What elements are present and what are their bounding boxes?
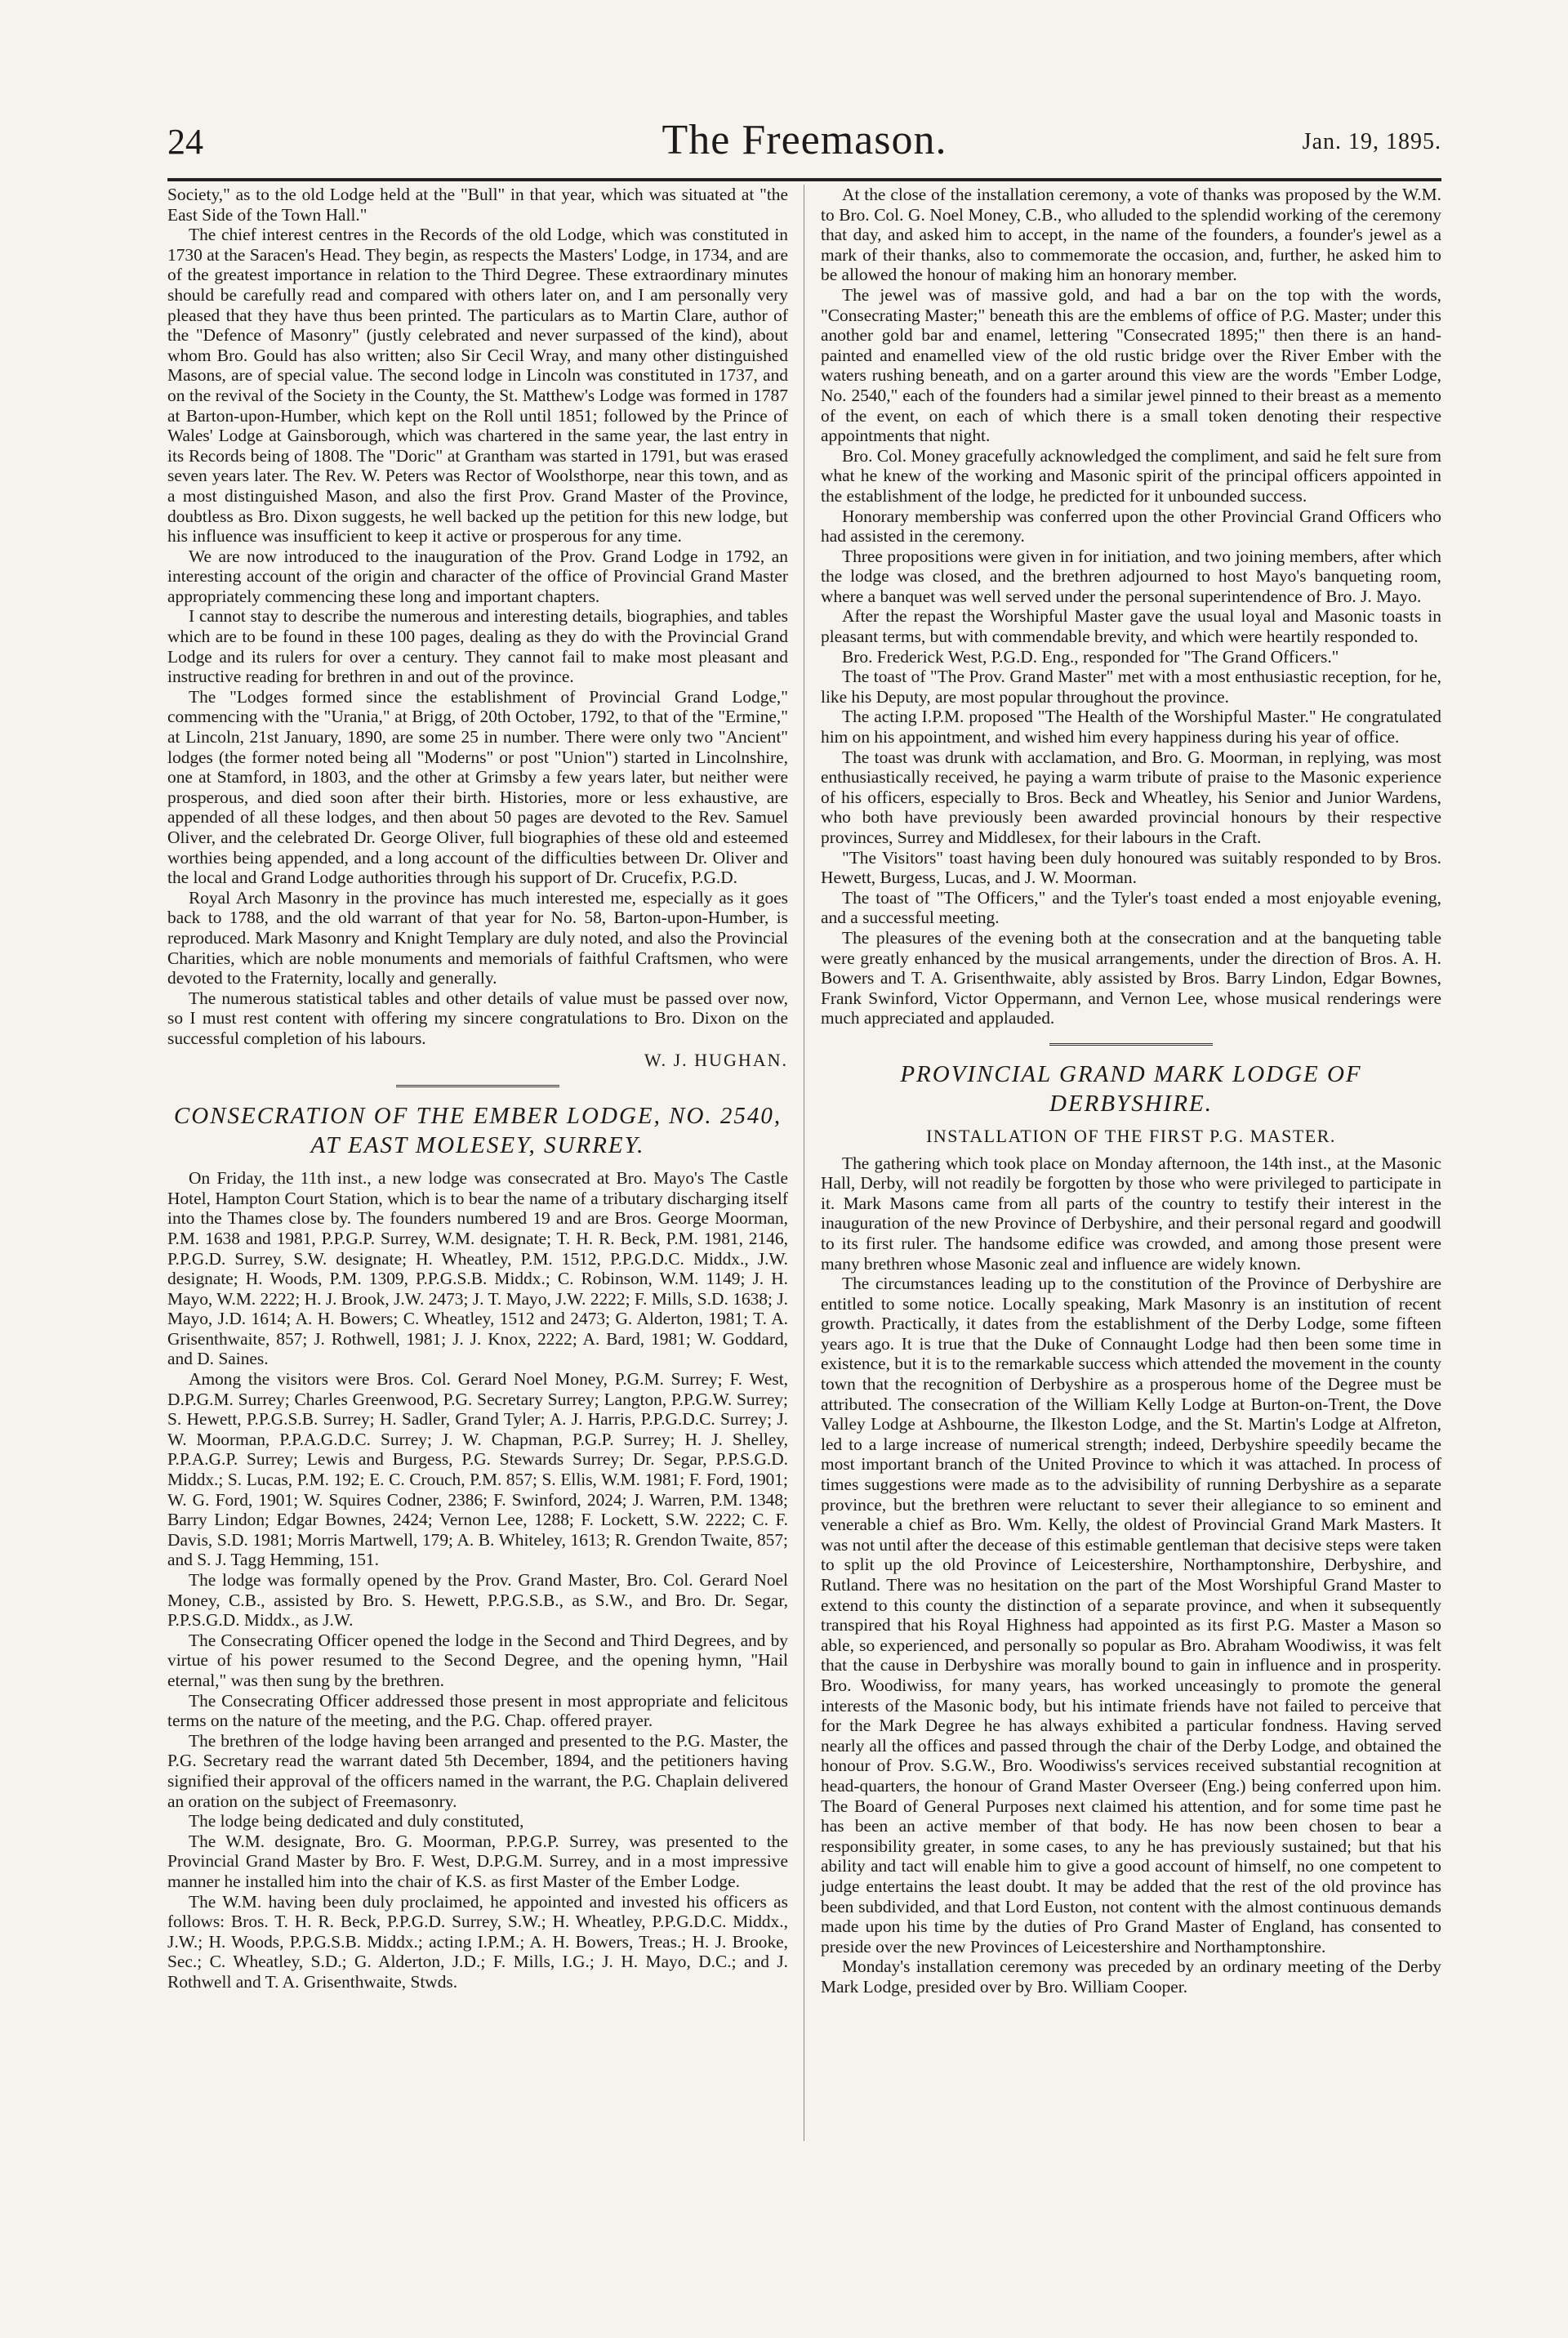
paragraph: Bro. Frederick West, P.G.D. Eng., responded for "The Grand Officers." xyxy=(842,646,1339,667)
paragraph: The chief interest centres in the Records of the old Lodge, which was constituted in 1730 at the Saracen's Head. They begin, as respects the Masters' Lodge, in 1734, and are of the greatest importance in relation to the Third Degree. These extraordinary minutes should be carefully read and compared with others later on, and I am personally very pleased that they have thus been printed. The particulars as to Martin Clare, author of the "Defence of Masonry" (justly celebrated and never surpassed of the kind), about whom Bro. Gould has also written; also Sir Cecil Wray, and many other distinguished Masons, are of special value. The second lodge in Lincoln was constituted in 1737, and on the revival of the Society in the County, the St. Matthew's Lodge was formed in 1787 at Barton-upon-Humber, which kept on the Roll until 1851; followed by the Prince of Wales' Lodge at Gainsborough, which was chartered in the same year, the last entry in its Records being of 1808. The "Doric" at Grantham was started in 1791, but was erased seven years later. The Rev. W. Peters was Rector of Woolsthorpe, near this town, and as a most distinguished Mason, and also the first Prov. Grand Master of the Province, doubtless as Bro. Dixon suggests, he well backed up the petition for this new lodge, but his influence was insufficient to keep it active or prosperous for any time. xyxy=(167,225,788,547)
section-divider xyxy=(396,1085,559,1090)
page-number: 24 xyxy=(167,122,203,162)
issue-date: Jan. 19, 1895. xyxy=(1302,129,1441,154)
derbyshire-mark-article xyxy=(821,1060,1441,1997)
paragraph: The circumstances leading up to the constitution of the Province of Derbyshire are entitled to some notice. Locally speaking, Mark Masonry is an institution of recent growth. Practically, it dates from the establishment of the Derby Lodge, some fifteen years ago. It is true that the Duke of Connaught Lodge had then been some time in existence, but it is to the remarkable success which attended the movement in the county town that the recognition of Derbyshire as a prosperous home of the Degree must be attributed. The consecration of the William Kelly Lodge at Burton-on-Trent, the Dove Valley Lodge at Ashbourne, the Ilkeston Lodge, and the St. Martin's Lodge at Alfreton, led to a large increase of numerical strength; indeed, Derbyshire speedily became the most important branch of the United Province to which it was attached. In process of times suggestions were made as to the advisibility of running Derbyshire as a separate province, but the brethren were reluctant to sever their allegiance to so eminent and venerable a chief as Bro. Wm. Kelly, the oldest of Provincial Grand Mark Masters. It was not until after the decease of this estimable gentleman that decisive steps were taken to split up the old Province of Leicestershire, Northamptonshire, Derbyshire, and Rutland. There was no hesitation on the part of the Most Worshipful Grand Master to extend to this county the distinction of a separate province, and when it subsequently transpired that his Royal Highness had appointed as its first P.G. Master a Mason so able, so experienced, and personally so popular as Bro. Abraham Woodiwiss, it was felt that the cause in Derbyshire was morally bound to gain in influence and in prosperity. Bro. Woodiwiss, for many years, has worked unceasingly to promote the general interests of the Masonic body, but his intimate friends have not failed to perceive that for the Mark Degree he has always exhibited a particular fondness. Having served nearly all the offices and passed through the chair of the Derby Lodge, and obtained the honour of Prov. S.G.W., Bro. Woodiwiss's services received substantial recognition at head-quarters, the honour of Grand Master Overseer (Eng.) being conferred upon him. The Board of General Purposes next claimed his attention, and for some time past he has been an active member of that body. He has now been chosen to bear a responsibility greater, in some cases, to any he has previously sustained; but that his ability and tact will enable him to give a good account of himself, no one competent to judge entertains the least doubt. It may be added that the rest of the old province has been subdivided, and that Lord Euston, not content with the almost continuous demands made upon his time by the duties of Pro Grand Master of England, has consented to preside over the new Provinces of Leicestershire and Northamptonshire. xyxy=(821,1274,1441,1957)
heading-line: AT EAST MOLESEY, SURREY. xyxy=(310,1132,645,1159)
paragraph: "The Visitors" toast having been duly honoured was suitably responded to by Bros. Hewett, Burgess, Lucas, and J. W. Moorman. xyxy=(821,847,1441,888)
heading-line: DERBYSHIRE. xyxy=(1049,1090,1213,1117)
paragraph: The "Lodges formed since the establishment of Provincial Grand Lodge," commencing with the "Urania," at Brigg, of 20th October, 1792, to that of the "Ermine," at Lincoln, 21st January, 1890, are some 25 in number. There were only two "Ancient" lodges (the former noted being all "Moderns" or post "Union") started in Lincolnshire, one at Stamford, in 1803, and the other at Grimsby a few years later, but neither were prosperous, and died soon after their birth. Histories, more or less exhaustive, are appended of all these lodges, and then about 50 pages are devoted to the Rev. Samuel Oliver, and the celebrated Dr. George Oliver, full biographies of these old and esteemed worthies being appended, and a long account of the difficulties between Dr. Oliver and the local and Grand Lodge authorities through his support of Dr. Crucefix, P.G.D. xyxy=(167,686,788,888)
paragraph: The W.M. having been duly proclaimed, he appointed and invested his officers as follows: Bros. T. H. R. Beck, P.P.G.D. Surrey, S.W.; H. Wheatley, P.P.G.D.C. Middx., J.W.; H. Woods, P.P.G.S.B. Middx.; acting I.P.M.; A. H. Bowers, Treas.; H. J. Brooke, Sec.; C. Wheatley, S.D.; G. Alderton, J.D.; F. Mills, I.G.; J. H. Mayo, D.C.; and J. Rothwell and T. A. Grisenthwaite, Stwds. xyxy=(167,1891,788,1992)
paragraph: The Consecrating Officer opened the lodge in the Second and Third Degrees, and by virtue of his power resumed to the Second Degree, and the opening hymn, "Hail eternal," was then sung by the brethren. xyxy=(167,1630,788,1690)
paragraph: The gathering which took place on Monday afternoon, the 14th inst., at the Masonic Hall, Derby, will not readily be forgotten by those who were privileged to participate in it. Mark Masons came from all parts of the country to testify their interest in the inauguration of the new Province of Derbyshire, and their personal regard and goodwill to its first ruler. The handsome edifice was crowded, and among those present were many brethren whose Masonic zeal and influence are widely known. xyxy=(821,1153,1441,1274)
paragraph: Among the visitors were Bros. Col. Gerard Noel Money, P.G.M. Surrey; F. West, D.P.G.M. Surrey; Charles Greenwood, P.G. Secretary Surrey; Langton, P.P.G.W. Surrey; S. Hewett, P.P.G.S.B. Surrey; H. Sadler, Grand Tyler; A. J. Harris, P.P.G.D.C. Surrey; J. W. Moorman, P.P.A.G.D.C. Surrey; J. W. Chapman, P.G.P. Surrey; H. J. Shelley, P.P.A.G.P. Surrey; Lewis and Burgess, P.G. Stewards Surrey; Dr. Segar, P.P.S.G.D. Middx.; S. Lucas, P.M. 192; E. C. Crouch, P.M. 857; S. Ellis, W.M. 1981; F. Ford, 1901; W. G. Ford, 1901; W. Squires Codner, 2386; F. Swinford, 2024; J. Warren, P.M. 1348; Barry Lindon; Edgar Bownes, 2424; Vernon Lee, 1288; F. Lockett, S.W. 2222; C. F. Davis, S.D. 1981; Morris Martwell, 179; A. B. Whiteley, 1613; R. Grendon Twaite, 857; and S. J. Tagg Hemming, 151. xyxy=(167,1369,788,1570)
paragraph: We are now introduced to the inauguration of the Prov. Grand Lodge in 1792, an interesting account of the origin and character of the office of Provincial Grand Master appropriately commencing these long and important chapters. xyxy=(167,546,788,606)
paragraph: The jewel was of massive gold, and had a bar on the top with the words, "Consecrating Master;" beneath this are the emblems of office of P.G. Master; under this another gold bar and enamel, lettering "Consecrated 1895;" then there is an hand-painted and enamelled view of the old rustic bridge over the River Ember with the waters rushing beneath, and on a garter around this view are the words "Ember Lodge, No. 2540," each of the founders had a similar jewel pinned to their breast as a memento of the event, on each of which there is a small token denoting their respective appointments that night. xyxy=(821,284,1441,446)
paragraph: I cannot stay to describe the numerous and interesting details, biographies, and tables which are to be found in these 100 pages, dealing as they do with the Provincial Grand Lodge and its rulers for over a century. They cannot fail to make most pleasant and instructive reading for brethren in and out of the province. xyxy=(167,606,788,687)
paragraph: The lodge being dedicated and duly constituted, xyxy=(189,1811,524,1832)
paragraph: Three propositions were given in for initiation, and two joining members, after which the lodge was closed, and the brethren adjourned to host Mayo's banqueting room, where a banquet was well served under the personal superintendence of Bro. J. Mayo. xyxy=(821,546,1441,606)
right-column xyxy=(821,185,1441,1997)
paragraph: At the close of the installation ceremony, a vote of thanks was proposed by the W.M. to Bro. Col. G. Noel Money, C.B., who alluded to the splendid working of the ceremony that day, and asked him to accept, in the name of the founders, a founder's jewel as a mark of their thanks, also to commemorate the occasion, and, further, he asked him to be allowed the honour of making him an honorary member. xyxy=(821,185,1441,285)
paragraph: The W.M. designate, Bro. G. Moorman, P.P.G.P. Surrey, was presented to the Provincial Grand Master by Bro. F. West, D.P.G.M. Surrey, and in a most impressive manner he installed him into the chair of K.S. as first Master of the Ember Lodge. xyxy=(167,1831,788,1891)
paragraph: After the repast the Worshipful Master gave the usual loyal and Masonic toasts in pleasant terms, but with commendable brevity, and which were heartily responded to. xyxy=(821,606,1441,647)
paragraph: The numerous statistical tables and other details of value must be passed over now, so I must rest content with offering my sincere congratulations to Bro. Dixon on the successful completion of his labours. xyxy=(167,988,788,1048)
paragraph: On Friday, the 11th inst., a new lodge was consecrated at Bro. Mayo's The Castle Hotel, Hampton Court Station, which is to bear the name of a tributary discharging itself into the Thames close by. The founders numbered 19 and are Bros. George Moorman, P.M. 1638 and 1981, P.P.G.P. Surrey, W.M. designate; T. H. R. Beck, P.M. 1981, 2146, P.P.G.D. Surrey, S.W. designate; H. Wheatley, P.M. 1512, P.P.G.D.C. Middx., J.W. designate; H. Woods, P.M. 1309, P.P.G.S.B. Middx.; C. Robinson, W.M. 1149; J. H. Mayo, W.M. 2222; H. J. Brook, J.W. 2473; J. T. Mayo, J.W. 2222; F. Mills, S.D. 1638; J. Mayo, J.D. 1614; A. H. Bowers; C. Wheatley, 1512 and 2473; G. Alderton, 1981; T. A. Grisenthwaite, 857; J. Rothwell, 1981; J. J. Knox, 2222; A. Bard, 1981; W. Goddard, and D. Saines. xyxy=(167,1168,788,1369)
paragraph: Monday's installation ceremony was preceded by an ordinary meeting of the Derby Mark Lodge, presided over by Bro. William Cooper. xyxy=(821,1957,1441,1997)
ember-lodge-article xyxy=(167,1101,788,1992)
paragraph: The brethren of the lodge having been arranged and presented to the P.G. Master, the P.G. Secretary read the warrant dated 5th December, 1894, and the petitioners having signified their approval of the officers named in the warrant, the P.G. Chaplain delivered an oration on the subject of Freemasonry. xyxy=(167,1730,788,1811)
paragraph: The toast was drunk with acclamation, and Bro. G. Moorman, in replying, was most enthusiastically received, he paying a warm tribute of praise to the Masonic experience of his officers, especially to Bros. Beck and Wheatley, his Senior and Junior Wardens, who both have previously been awarded provincial honours by their respective provinces, Surrey and Middlesex, for their labours in the Craft. xyxy=(821,747,1441,847)
heading-line: CONSECRATION OF THE EMBER LODGE, NO. 2540, xyxy=(173,1103,782,1130)
installation-continuation xyxy=(821,185,1441,1028)
newspaper-title: The Freemason. xyxy=(662,117,947,163)
masthead-rule xyxy=(167,178,1441,181)
author-signature: W. J. HUGHAN. xyxy=(644,1049,788,1070)
article-heading xyxy=(821,1060,1441,1118)
paragraph: The toast of "The Officers," and the Tyler's toast ended a most enjoyable evening, and a successful meeting. xyxy=(821,887,1441,928)
paragraph: The toast of "The Prov. Grand Master" met with a most enthusiastic reception, for he, like his Deputy, are most popular throughout the province. xyxy=(821,667,1441,707)
paragraph: The pleasures of the evening both at the consecration and at the banqueting table were greatly enhanced by the musical arrangements, under the direction of Bros. A. H. Bowers and T. A. Grisenthwaite, ably assisted by Bros. Barry Lindon, Edgar Bownes, Frank Swinford, Victor Oppermann, and Vernon Lee, whose musical renderings were much appreciated and applauded. xyxy=(821,927,1441,1028)
paragraph: The lodge was formally opened by the Prov. Grand Master, Bro. Col. Gerard Noel Money, C.B., assisted by Bro. S. Hewett, P.P.G.S.B., as S.W., and Bro. Dr. Segar, P.P.S.G.D. Middx., as J.W. xyxy=(167,1570,788,1631)
paragraph: The Consecrating Officer addressed those present in most appropriate and felicitous terms on the nature of the meeting, and the P.G. Chap. offered prayer. xyxy=(167,1690,788,1731)
paragraph: Honorary membership was conferred upon the other Provincial Grand Officers who had assisted in the ceremony. xyxy=(821,506,1441,547)
article-heading xyxy=(167,1101,788,1160)
paragraph: The acting I.P.M. proposed "The Health of the Worshipful Master." He congratulated him on his appointment, and wished him every happiness during his year of office. xyxy=(821,707,1441,747)
section-divider xyxy=(1049,1043,1213,1048)
paragraph: Royal Arch Masonry in the province has much interested me, especially as it goes back to 1788, and the old warrant of that year for No. 58, Barton-upon-Humber, is reproduced. Mark Masonry and Knight Templary are duly noted, and also the Provincial Charities, which are noble monuments and memorials of faithful Craftsmen, who were devoted to the Fraternity, locally and generally. xyxy=(167,887,788,988)
paragraph: Bro. Col. Money gracefully acknowledged the compliment, and said he felt sure from what he knew of the working and Masonic spirit of the principal officers appointed in the establishment of the lodge, he predicted for it unbounded success. xyxy=(821,445,1441,506)
book-review-continuation xyxy=(167,185,788,1070)
article-subheading: INSTALLATION OF THE FIRST P.G. MASTER. xyxy=(926,1125,1336,1146)
paragraph: Society," as to the old Lodge held at the "Bull" in that year, which was situated at "the East Side of the Town Hall." xyxy=(167,185,788,225)
left-column xyxy=(167,185,788,1992)
heading-line: PROVINCIAL GRAND MARK LODGE OF xyxy=(900,1060,1362,1087)
